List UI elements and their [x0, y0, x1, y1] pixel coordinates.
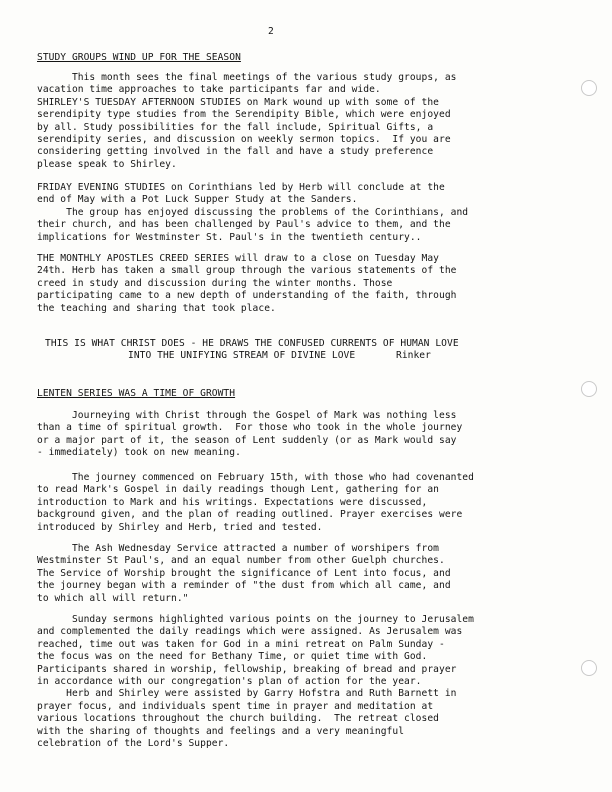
binder-hole-middle	[581, 381, 597, 397]
study-groups-heading: STUDY GROUPS WIND UP FOR THE SEASON	[37, 52, 241, 63]
binder-hole-bottom	[581, 660, 597, 676]
lenten-paragraph-2: The journey commenced on February 15th, with those who had covenanted to read Mark's Gospel in daily readings though Lent, gathering for an introduction to Mark and his writings. Expectations were discussed, background given, and the plan of reading outlined. Prayer exercises were introduced by Shirley and Herb, tried and tested.	[37, 472, 474, 533]
study-groups-paragraph-2: FRIDAY EVENING STUDIES on Corinthians led by Herb will conclude at the end of May with a Pot Luck Supper Study at the Sanders. The group has enjoyed discussing the problems of the Corinthians, and their church, and has been challenged by Paul's advice to them, and the implications for Westminster St. Paul's in the twentieth century..	[37, 182, 469, 243]
quote-line-2: INTO THE UNIFYING STREAM OF DIVINE LOVE Rinker	[128, 350, 431, 361]
lenten-paragraph-4: Sunday sermons highlighted various points on the journey to Jerusalem and complemented the daily readings which were assigned. As Jerusalem was reached, time out was taken for God in a mini retreat on Palm Sunday - the focus was on the need for Bethany Time, or quiet time with God. Participants shared in worship, fellowship, breaking of bread and prayer in accordance with our congregation's plan of action for the year. Herb and Shirley were assisted by Garry Hofstra and Ruth Barnett in prayer focus, and individuals spent time in prayer and meditation at various locations throughout the church building. The retreat closed with the sharing of thoughts and feelings and a very meaningful celebration of the Lord's Supper.	[37, 614, 474, 750]
quote-line-1: THIS IS WHAT CHRIST DOES - HE DRAWS THE CONFUSED CURRENTS OF HUMAN LOVE	[45, 338, 459, 349]
lenten-paragraph-1: Journeying with Christ through the Gospel of Mark was nothing less than a time of spiritual growth. For those who took in the whole journey or a major part of it, the season of Lent suddenly (or as Mark would say - immediately) took on new meaning.	[37, 410, 463, 459]
study-groups-paragraph-1: This month sees the final meetings of the various study groups, as vacation time approaches to take participants far and wide. SHIRLEY'S TUESDAY AFTERNOON STUDIES on Mark wound up with some of the serendipity type studies from the Serendipity Bible, which were enjoyed by all. Study possibilities for the fall include, Spiritual Gifts, a serendipity series, and discussion on weekly sermon topics. If you are considering getting involved in the fall and have a study preference please speak to Shirley.	[37, 72, 457, 170]
study-groups-paragraph-3: THE MONTHLY APOSTLES CREED SERIES will draw to a close on Tuesday May 24th. Herb has taken a small group through the various statements of the creed in study and discussion during the winter months. Those participating came to a new depth of understanding of the faith, through the teaching and sharing that took place.	[37, 253, 457, 314]
lenten-paragraph-3: The Ash Wednesday Service attracted a number of worshipers from Westminster St Paul's, and an equal number from other Guelph churches. The Service of Worship brought the significance of Lent into focus, and the journey began with a reminder of "the dust from which all came, and to which all will return."	[37, 543, 451, 604]
lenten-series-heading: LENTEN SERIES WAS A TIME OF GROWTH	[37, 388, 236, 399]
page-number: 2	[268, 26, 274, 37]
binder-hole-top	[581, 80, 597, 96]
